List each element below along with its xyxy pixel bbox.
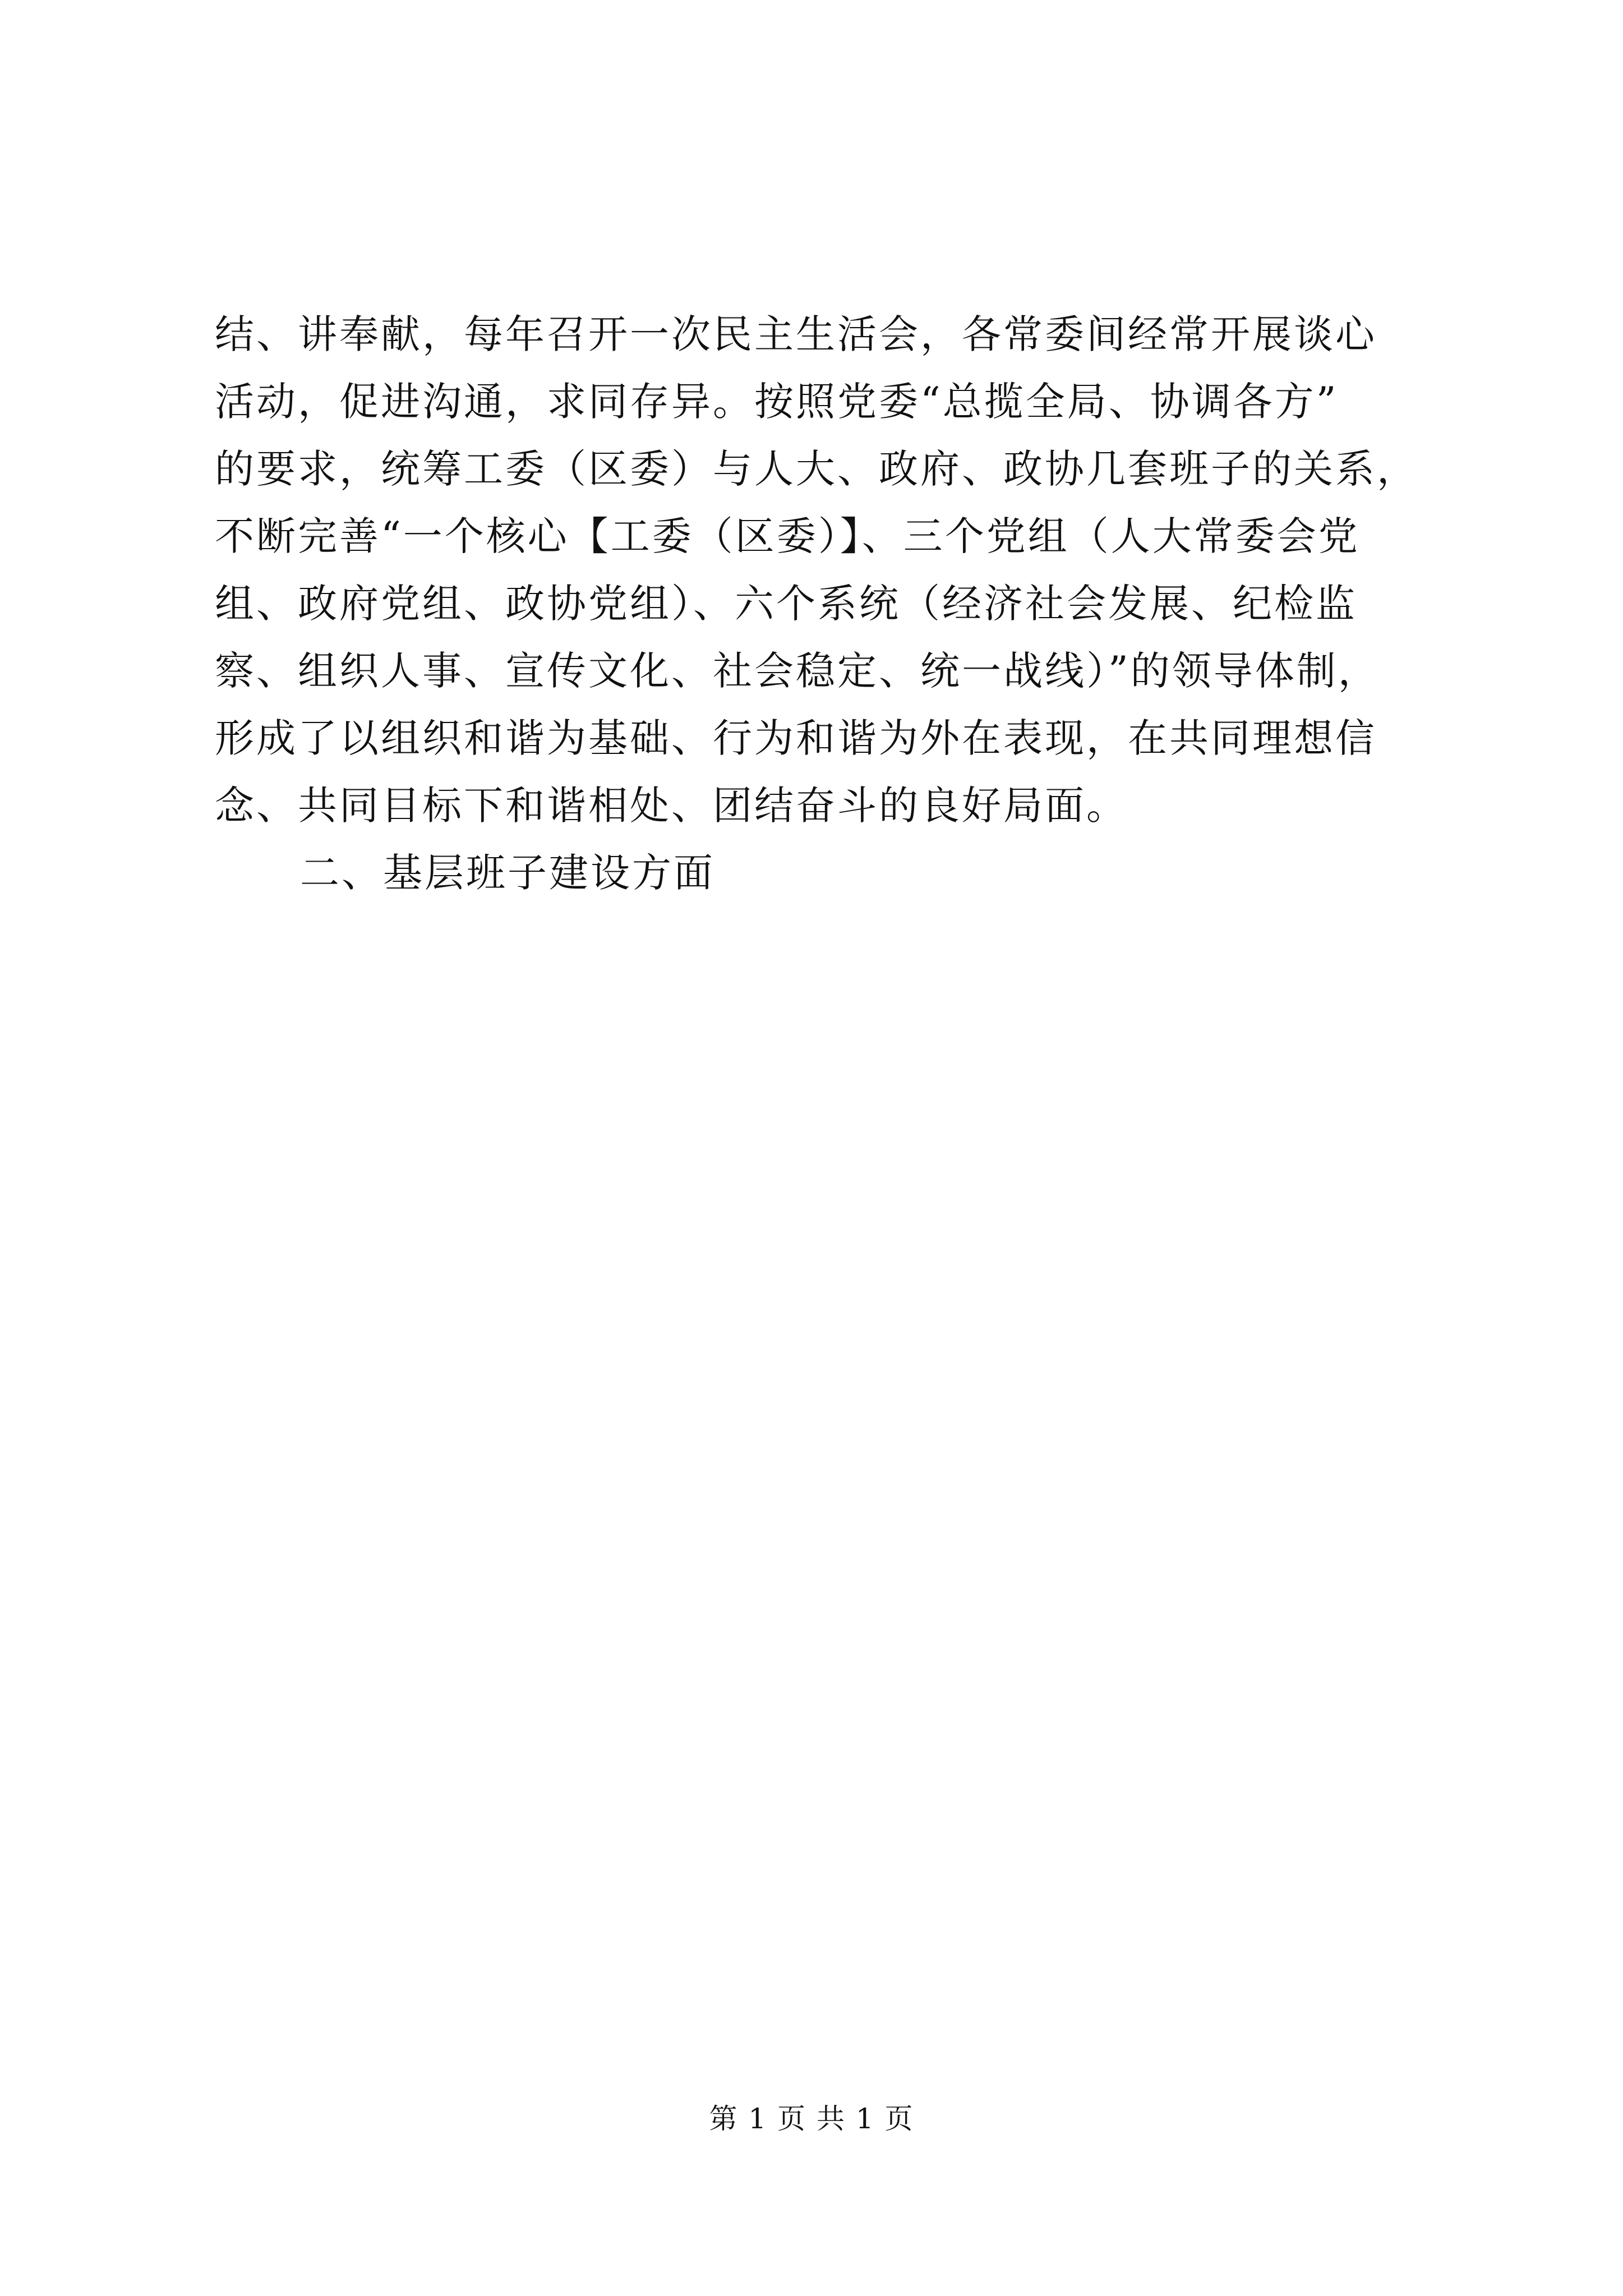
paragraph-line-4: 不断完善“一个核心【工委（区委）】、三个党组（人大常委会党 [215,513,1360,559]
paragraph-line-3: 的要求，统筹工委（区委）与人大、政府、政协几套班子的关系， [215,446,1418,492]
body-text [215,301,1421,907]
paragraph-line-2: 活动，促进沟通，求同存异。按照党委“总揽全局、协调各方” [215,379,1339,425]
paragraph-line-7: 形成了以组织和谐为基础、行为和谐为外在表现，在共同理想信 [215,715,1377,761]
page-footer: 第 1 页 共 1 页 [709,2102,914,2135]
section-heading: 二、基层班子建设方面 [300,850,715,896]
paragraph-line-1: 结、讲奉献，每年召开一次民主生活会，各常委间经常开展谈心 [215,311,1377,357]
paragraph-line-6: 察、组织人事、宣传文化、社会稳定、统一战线）”的领导体制， [215,648,1380,694]
paragraph-line-8: 念、共同目标下和谐相处、团结奋斗的良好局面。 [215,783,1128,829]
paragraph-line-5: 组、政府党组、政协党组）、六个系统（经济社会发展、纪检监 [215,581,1357,627]
